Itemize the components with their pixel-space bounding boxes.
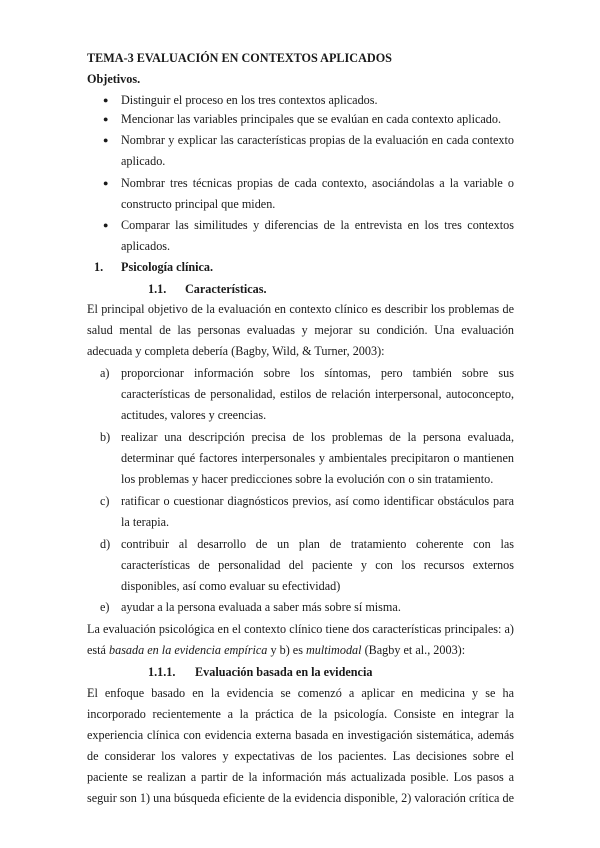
paragraph-line: adecuada y completa debería (Bagby, Wild, & Turner, 2003):: [87, 344, 385, 358]
list-label: e): [100, 600, 110, 614]
page-title: TEMA-3 EVALUACIÓN EN CONTEXTOS APLICADOS: [87, 51, 392, 65]
emphasis-evidence: basada en la evidencia empírica: [109, 643, 268, 657]
subsection-number: 1.1.: [148, 282, 167, 296]
paragraph-line: salud mental de las personas evaluadas y mejorar su condición. Una evaluación: [87, 323, 514, 337]
objectives-heading: Objetivos.: [87, 72, 141, 86]
subsubsection-heading: Evaluación basada en la evidencia: [195, 665, 373, 679]
list-item-line: proporcionar información sobre los síntomas, pero también sobre sus: [121, 366, 514, 380]
paragraph-line: El enfoque basado en la evidencia se comenzó a aplicar en medicina y se ha: [87, 686, 514, 700]
bullet-icon: ●: [103, 220, 109, 230]
objective-item-continuation: aplicado.: [121, 154, 166, 168]
section-number: 1.: [94, 260, 104, 274]
list-item-line: realizar una descripción precisa de los problemas de la persona evaluada,: [121, 430, 514, 444]
objective-item-continuation: constructo principal que miden.: [121, 197, 276, 211]
paragraph-line: de considerar los valores y expectativas de los pacientes. Las decisiones sobre el: [87, 749, 514, 763]
bullet-icon: ●: [103, 114, 109, 124]
emphasis-multimodal: multimodal: [306, 643, 362, 657]
list-item-line: disponibles, así como evaluar su efectividad): [121, 579, 341, 593]
list-item-line: la terapia.: [121, 515, 170, 529]
list-item-line: características de personalidad, estilos de relación interpersonal, autoconcepto,: [121, 387, 514, 401]
paragraph-line: seguir son 1) una búsqueda eficiente de la evidencia disponible, 2) valoración crítica de: [87, 791, 514, 805]
list-item-line: ayudar a la persona evaluada a saber más sobre sí misma.: [121, 600, 401, 614]
objective-item: Nombrar y explicar las características propias de la evaluación en cada contexto: [121, 133, 514, 147]
list-item-line: actitudes, valores y creencias.: [121, 408, 267, 422]
subsection-heading: Características.: [185, 282, 267, 296]
list-item-line: los problemas y hacer predicciones sobre la evolución con o sin tratamiento.: [121, 472, 494, 486]
objective-item-continuation: aplicados.: [121, 239, 171, 253]
list-item-line: características de personalidad del paciente y con los recursos externos: [121, 558, 514, 572]
objective-item: Comparar las similitudes y diferencias de la entrevista en los tres contextos: [121, 218, 514, 232]
list-item-line: contribuir al desarrollo de un plan de tratamiento coherente con las: [121, 537, 514, 551]
section-heading: Psicología clínica.: [121, 260, 214, 274]
subsubsection-number: 1.1.1.: [148, 665, 176, 679]
objective-item: Mencionar las variables principales que se evalúan en cada contexto aplicado.: [121, 112, 502, 126]
bullet-icon: ●: [103, 178, 109, 188]
list-item-line: ratificar o cuestionar diagnósticos previos, así como identificar obstáculos para: [121, 494, 514, 508]
list-label: b): [100, 430, 111, 444]
paragraph-line: está basada en la evidencia empírica y b) es multimodal (Bagby et al., 2003):: [87, 643, 466, 657]
paragraph-line: La evaluación psicológica en el contexto clínico tiene dos características principales: a): [87, 622, 514, 636]
paragraph-line: paciente se realizan a partir de la información más actualizada posible. Los pasos a: [87, 770, 514, 784]
paragraph-line: experiencia clínica con evidencia externa basada en investigación sistemática, además: [87, 728, 514, 742]
objective-item: Distinguir el proceso en los tres contextos aplicados.: [121, 93, 378, 107]
bullet-icon: ●: [103, 95, 109, 105]
paragraph-line: El principal objetivo de la evaluación en contexto clínico es describir los problemas de: [87, 302, 514, 316]
list-label: c): [100, 494, 110, 508]
objective-item: Nombrar tres técnicas propias de cada contexto, asociándolas a la variable o: [121, 176, 514, 190]
bullet-icon: ●: [103, 135, 109, 145]
list-item-line: determinar qué factores interpersonales y ambientales precipitaron o mantienen: [121, 451, 514, 465]
list-label: a): [100, 366, 110, 380]
paragraph-line: incorporado recientemente a la práctica de la psicología. Consiste en integrar la: [87, 707, 514, 721]
list-label: d): [100, 537, 111, 551]
